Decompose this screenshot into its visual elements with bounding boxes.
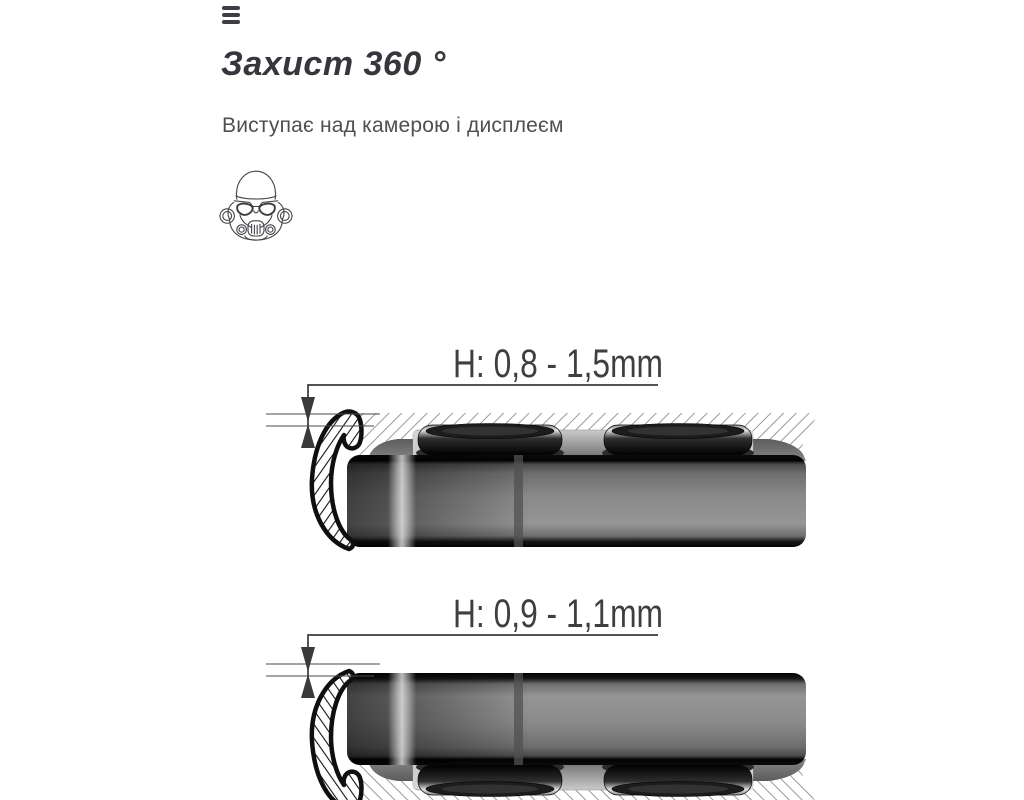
phone-cross-section-display-up — [312, 671, 818, 800]
menu-bar — [222, 13, 240, 17]
helmet-eye-right — [259, 204, 275, 215]
dimension-annotation — [266, 342, 663, 448]
dimension-arrow-up — [301, 424, 315, 448]
subtitle: Виступає над камерою і дисплеєм — [222, 114, 564, 137]
dimension-arrow-down — [301, 647, 315, 672]
page-title: Захист 360 ° — [221, 45, 446, 83]
phone-cross-section-camera-up — [312, 412, 818, 549]
menu-icon[interactable] — [222, 6, 240, 27]
helmet-eye-left — [237, 204, 253, 215]
dimension-annotation — [266, 592, 663, 698]
stormtrooper-helmet-icon — [216, 164, 296, 252]
diagram-camera-protrusion — [250, 335, 1020, 565]
diagram-display-protrusion — [250, 585, 1020, 800]
dimension-label: H: 0,9 - 1,1mm — [453, 592, 663, 636]
helmet-vocoder — [248, 221, 264, 236]
dimension-label: H: 0,8 - 1,5mm — [453, 342, 663, 386]
menu-bar — [222, 20, 240, 24]
dimension-arrow-down — [301, 397, 315, 422]
dimension-arrow-up — [301, 674, 315, 698]
menu-bar — [222, 6, 240, 10]
